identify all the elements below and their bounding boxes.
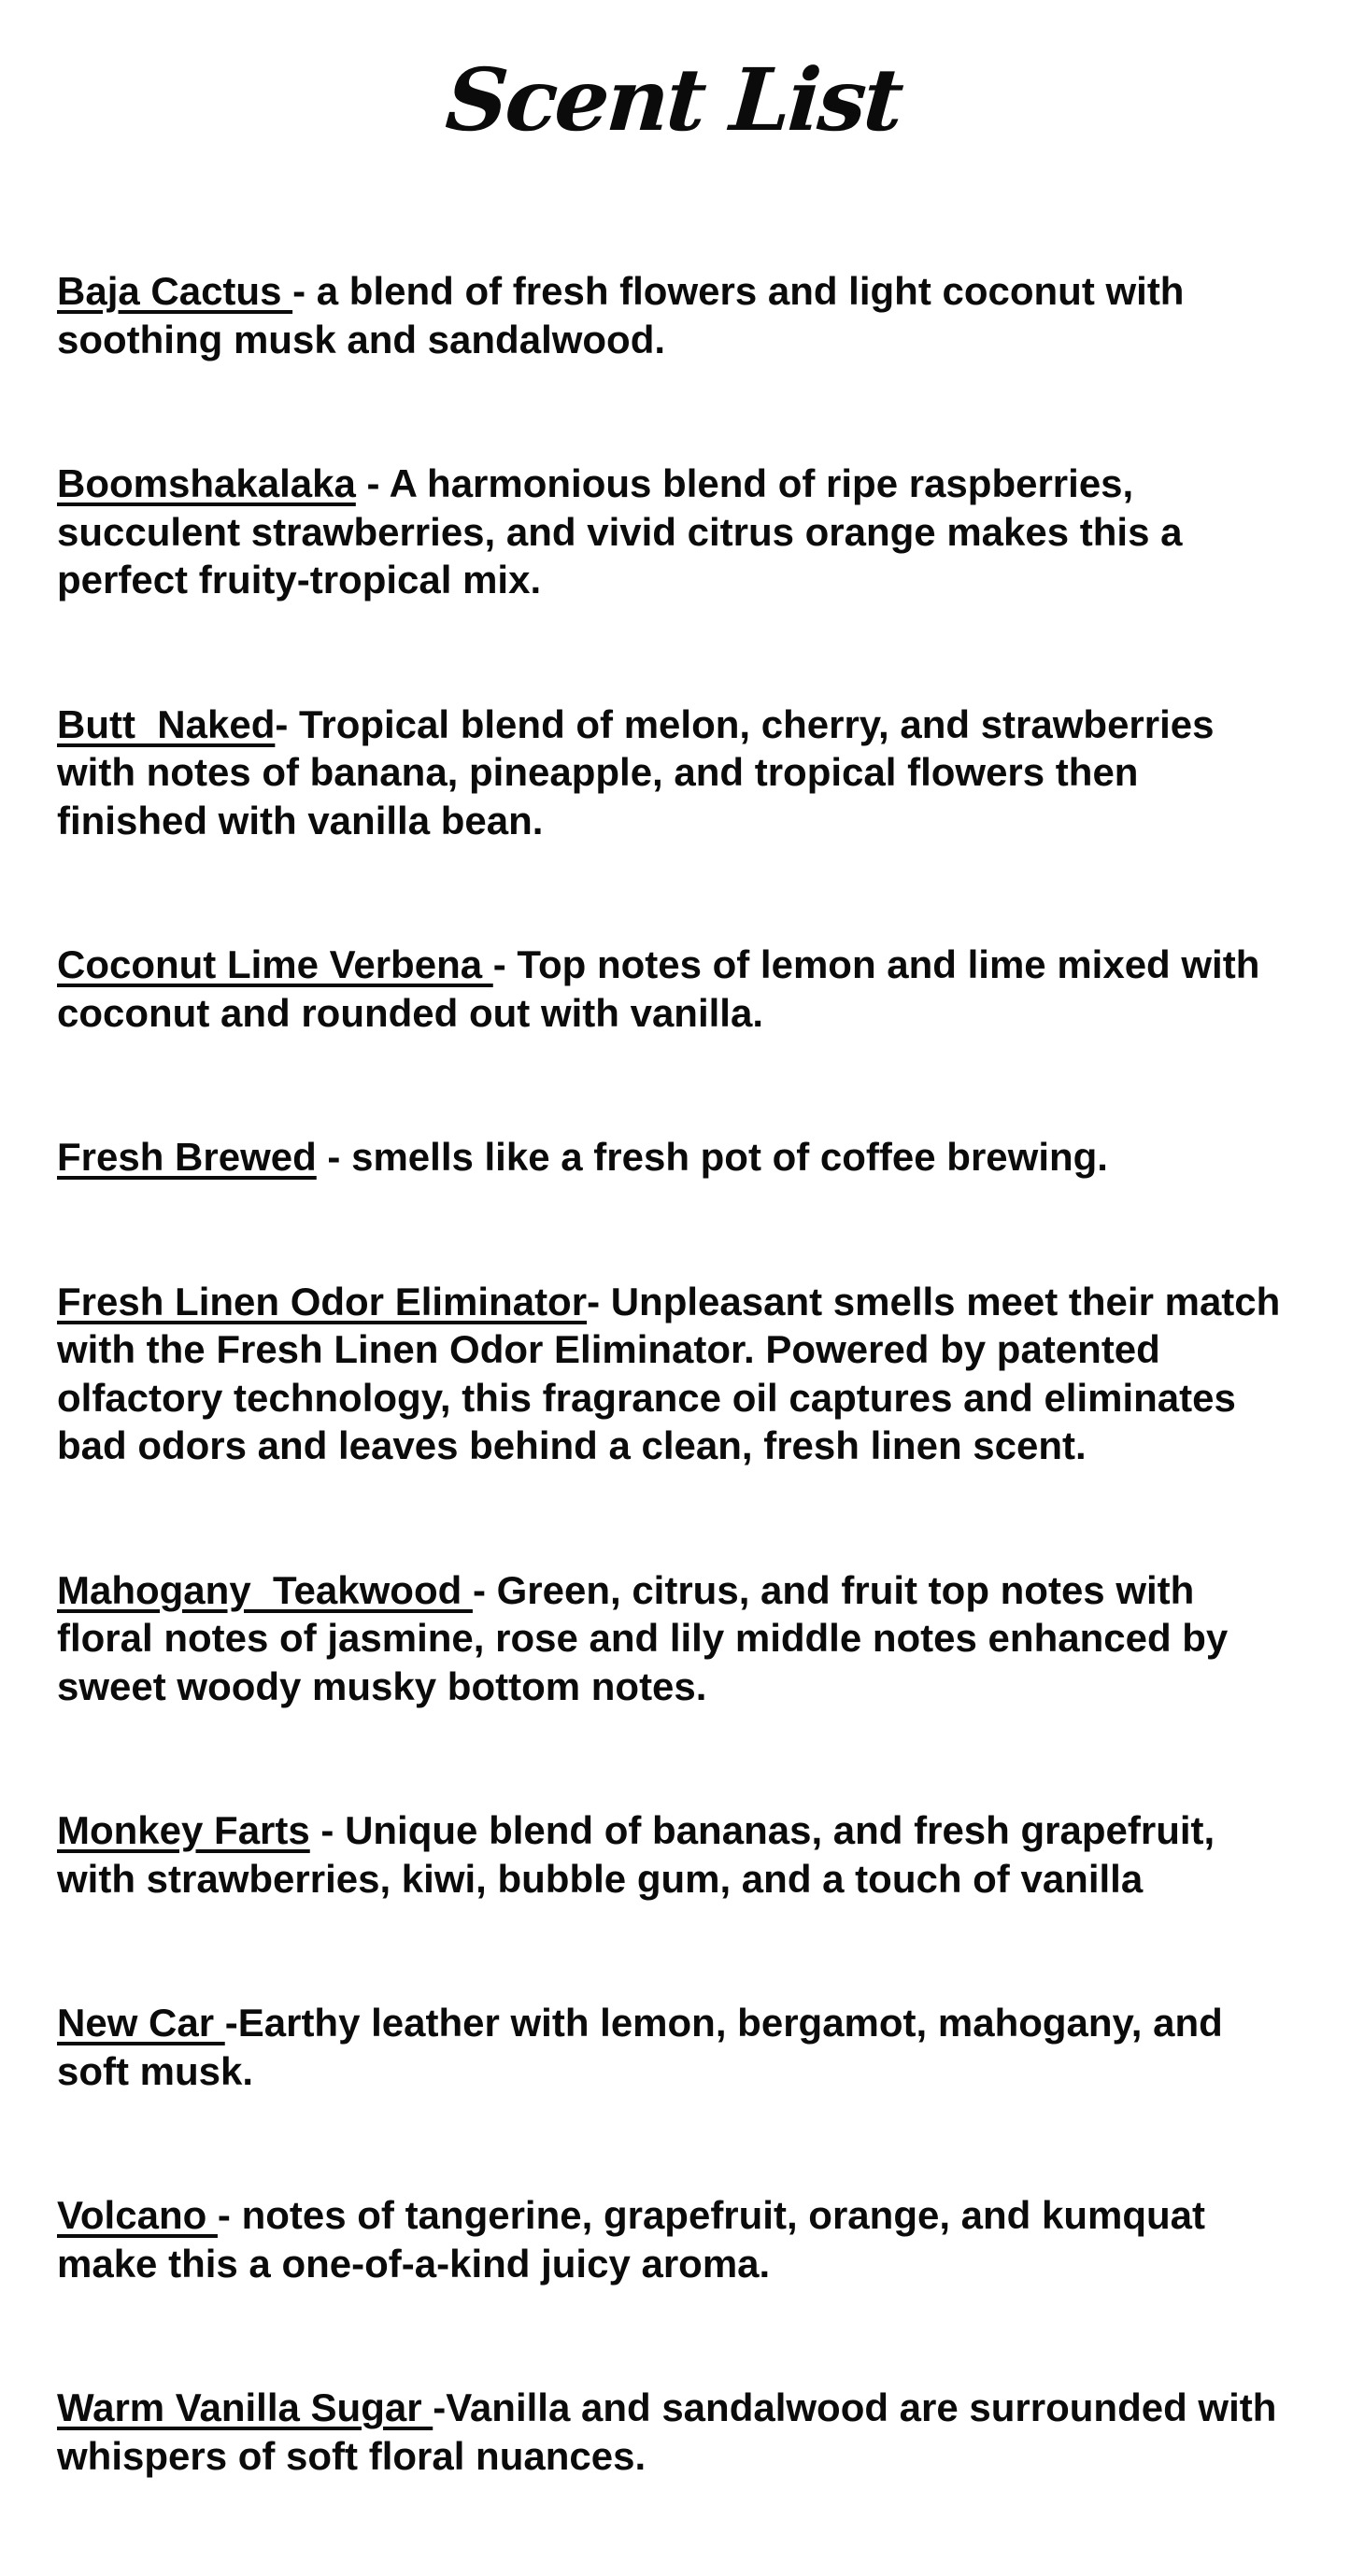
scent-entry-warm-vanilla-sugar [57, 2384, 1300, 2480]
scent-description: - Tropical blend of melon, cherry, and strawberries with notes of banana, pineapple, and tropical flowers then finished with vanilla bean. [57, 701, 1226, 842]
scent-entry-boomshakalaka [57, 460, 1300, 604]
scent-name: Monkey Farts [57, 1808, 310, 1852]
scent-name: Baja Cactus [57, 269, 293, 313]
scent-entry-fresh-brewed [57, 1133, 1300, 1182]
scent-name: Boomshakalaka [57, 461, 356, 505]
scent-entry-monkey-farts [57, 1806, 1300, 1903]
scent-name: Coconut Lime Verbena [57, 942, 493, 986]
scent-description: - notes of tangerine, grapefruit, orange, and kumquat make this a one-of-a-kind juicy aroma. [57, 2193, 1216, 2286]
scent-name: Volcano [57, 2193, 218, 2237]
scent-entry-volcano [57, 2191, 1300, 2287]
scent-name: Fresh Linen Odor Eliminator [57, 1279, 588, 1323]
scent-name: Mahogany Teakwood [57, 1567, 473, 1612]
scent-entry-coconut-lime-verbena [57, 941, 1300, 1037]
scent-description: - a blend of fresh flowers and light coconut with soothing musk and sandalwood. [57, 269, 1196, 361]
scent-entry-mahogany-teakwood [57, 1566, 1300, 1711]
scent-name: Warm Vanilla Sugar [57, 2385, 433, 2429]
scent-description: - smells like a fresh pot of coffee brewing. [316, 1135, 1108, 1179]
scent-description: - Top notes of lemon and lime mixed with coconut and rounded out with vanilla. [57, 942, 1272, 1035]
scent-description: - Unpleasant smells meet their match with the Fresh Linen Odor Eliminator. Powered by patented olfactory technology, this fragrance oil captures and eliminates bad odors and leaves behind a clean, fresh linen scent. [57, 1279, 1291, 1467]
scent-description: -Vanilla and sandalwood are surrounded with whispers of soft floral nuances. [57, 2385, 1288, 2478]
scent-description: - Green, citrus, and fruit top notes with floral notes of jasmine, rose and lily middle notes enhanced by sweet woody musky bottom notes. [57, 1567, 1239, 1708]
scent-name: New Car [57, 2001, 225, 2045]
scent-description: - A harmonious blend of ripe raspberries, succulent strawberries, and vivid citrus orange makes this a perfect fruity-tropical mix. [57, 461, 1194, 602]
scent-name: Butt Naked [57, 701, 276, 746]
scent-entry-new-car [57, 1999, 1300, 2095]
scent-name: Fresh Brewed [57, 1135, 317, 1179]
scent-description: - Unique blend of bananas, and fresh grapefruit, with strawberries, kiwi, bubble gum, and a touch of vanilla [57, 1808, 1226, 1901]
scent-list [57, 171, 1300, 2576]
scent-description: -Earthy leather with lemon, bergamot, mahogany, and soft musk. [57, 2001, 1234, 2093]
page-title: Scent List [442, 50, 904, 150]
scent-entry-baja-cactus [57, 267, 1300, 363]
scent-entry-butt-naked [57, 701, 1300, 845]
scent-entry-fresh-linen-odor-eliminator [57, 1278, 1300, 1470]
